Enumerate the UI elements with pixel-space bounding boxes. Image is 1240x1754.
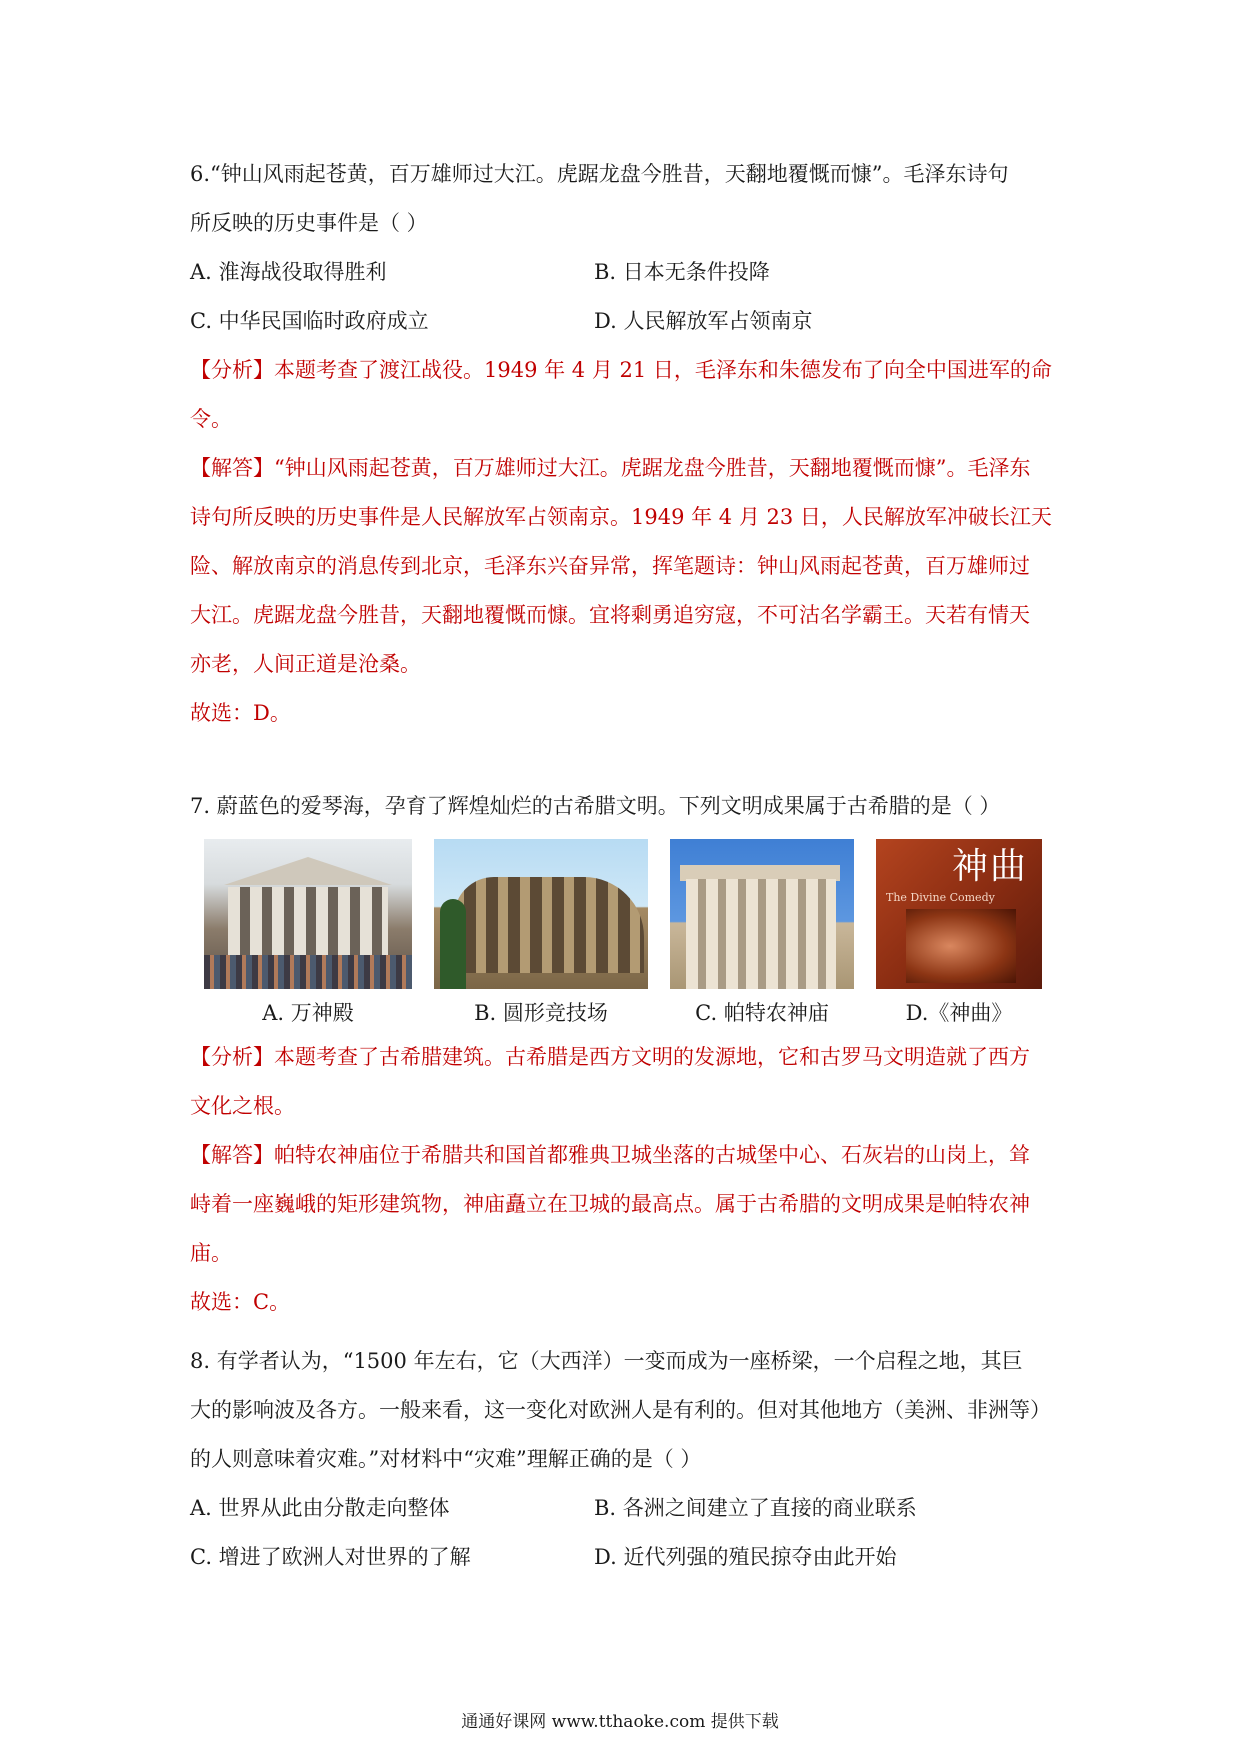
- q7-caption-a: A. 万神殿: [262, 1001, 354, 1025]
- q7-option-c-figure: [670, 839, 854, 1033]
- q7-answer-line-3: 庙。: [190, 1241, 232, 1265]
- q7-option-b-figure: [434, 839, 648, 1033]
- q8-option-b: B. 各洲之间建立了直接的商业联系: [594, 1496, 917, 1520]
- q8-option-c: C. 增进了欧洲人对世界的了解: [190, 1545, 471, 1569]
- q6-stem-line-1: 6.“钟山风雨起苍黄，百万雄师过大江。虎踞龙盘今胜昔，天翻地覆慨而慷”。毛泽东诗句: [190, 162, 1009, 186]
- q6-option-d: D. 人民解放军占领南京: [594, 309, 813, 333]
- q6-analysis-tag: 【分析】: [190, 358, 274, 382]
- q7-choice: 故选：C。: [190, 1290, 291, 1314]
- q6-answer-line-1: [190, 444, 1060, 493]
- spacer: [190, 1327, 1060, 1337]
- q8-options-row-2: [190, 1533, 1060, 1582]
- q6-analysis-text: 本题考查了渡江战役。1949 年 4 月 21 日，毛泽东和朱德发布了向全中国进军的命: [274, 358, 1052, 382]
- q7-caption-b: B. 圆形竞技场: [474, 1001, 608, 1025]
- q6-stem-line-2: 所反映的历史事件是（ ）: [190, 211, 428, 235]
- q6-answer-line-2: 诗句所反映的历史事件是人民解放军占领南京。1949 年 4 月 23 日，人民解放军冲破长江天: [190, 505, 1052, 529]
- pantheon-image: [204, 839, 412, 989]
- q8-stem-line-2: 大的影响波及各方。一般来看，这一变化对欧洲人是有利的。但对其他地方（美洲、非洲等）: [190, 1398, 1051, 1422]
- colosseum-image: [434, 839, 648, 989]
- q6-option-a: A. 淮海战役取得胜利: [190, 260, 387, 284]
- q6-option-c: C. 中华民国临时政府成立: [190, 309, 429, 333]
- q7-analysis-text: 本题考查了古希腊建筑。古希腊是西方文明的发源地，它和古罗马文明造就了西方: [274, 1045, 1030, 1069]
- columns-shape: [686, 879, 836, 989]
- question-7: [190, 782, 1060, 1327]
- q7-analysis-tag: 【分析】: [190, 1045, 274, 1069]
- q6-choice: 故选：D。: [190, 701, 291, 725]
- q7-caption-d: D.《神曲》: [905, 1001, 1013, 1025]
- q7-answer-tag: 【解答】: [190, 1143, 274, 1167]
- exam-page: [190, 150, 1060, 1582]
- book-cover-title: 神曲: [951, 846, 1028, 887]
- question-6: [190, 150, 1060, 738]
- pediment-shape: [224, 857, 392, 885]
- q7-answer-line-2: 峙着一座巍峨的矩形建筑物，神庙矗立在卫城的最高点。属于古希腊的文明成果是帕特农神: [190, 1192, 1030, 1216]
- q8-stem-line-3: 的人则意味着灾难。”对材料中“灾难”理解正确的是（ ）: [190, 1447, 702, 1471]
- q6-answer-line-5: 亦老，人间正道是沧桑。: [190, 652, 421, 676]
- spacer: [190, 738, 1060, 782]
- q7-option-d-figure: [876, 839, 1042, 1033]
- q6-answer-text: “钟山风雨起苍黄，百万雄师过大江。虎踞龙盘今胜昔，天翻地覆慨而慷”。毛泽东: [274, 456, 1031, 480]
- arches-shape: [454, 877, 644, 973]
- q7-image-gallery: [204, 839, 1060, 1033]
- q8-options-row-1: [190, 1484, 1060, 1533]
- q6-answer-line-3: 险、解放南京的消息传到北京，毛泽东兴奋异常，挥笔题诗：钟山风雨起苍黄，百万雄师过: [190, 554, 1030, 578]
- q7-stem: 7. 蔚蓝色的爱琴海，孕育了辉煌灿烂的古希腊文明。下列文明成果属于古希腊的是（ ）: [190, 794, 1001, 818]
- parthenon-image: [670, 839, 854, 989]
- question-8: [190, 1337, 1060, 1582]
- q7-analysis-line-1: [190, 1033, 1060, 1082]
- q6-analysis-line-2: 令。: [190, 407, 232, 431]
- q6-option-b: B. 日本无条件投降: [594, 260, 770, 284]
- tree-shape: [440, 899, 466, 989]
- q7-analysis-line-2: 文化之根。: [190, 1094, 295, 1118]
- book-cover-illustration: [906, 909, 1016, 983]
- book-cover-subtitle: The Divine Comedy: [886, 891, 995, 904]
- divine-comedy-cover-image: [876, 839, 1042, 989]
- q6-answer-tag: 【解答】: [190, 456, 274, 480]
- q6-answer-line-4: 大江。虎踞龙盘今胜昔，天翻地覆慨而慷。宜将剩勇追穷寇，不可沽名学霸王。天若有情天: [190, 603, 1030, 627]
- q6-analysis-line-1: [190, 346, 1060, 395]
- q8-stem-line-1: 8. 有学者认为，“1500 年左右，它（大西洋）一变而成为一座桥梁，一个启程之地，其巨: [190, 1349, 1023, 1373]
- q7-answer-line-1: [190, 1131, 1060, 1180]
- q7-option-a-figure: [204, 839, 412, 1033]
- q7-answer-text: 帕特农神庙位于希腊共和国首都雅典卫城坐落的古城堡中心、石灰岩的山岗上，耸: [274, 1143, 1030, 1167]
- columns-shape: [228, 887, 388, 957]
- q8-option-d: D. 近代列强的殖民掠夺由此开始: [594, 1545, 897, 1569]
- crowd-shape: [204, 955, 412, 989]
- q6-options-row-2: [190, 297, 1060, 346]
- page-footer: 通通好课网 www.tthaoke.com 提供下载: [461, 1712, 779, 1732]
- q6-options-row-1: [190, 248, 1060, 297]
- q8-option-a: A. 世界从此由分散走向整体: [190, 1496, 450, 1520]
- q7-caption-c: C. 帕特农神庙: [695, 1001, 829, 1025]
